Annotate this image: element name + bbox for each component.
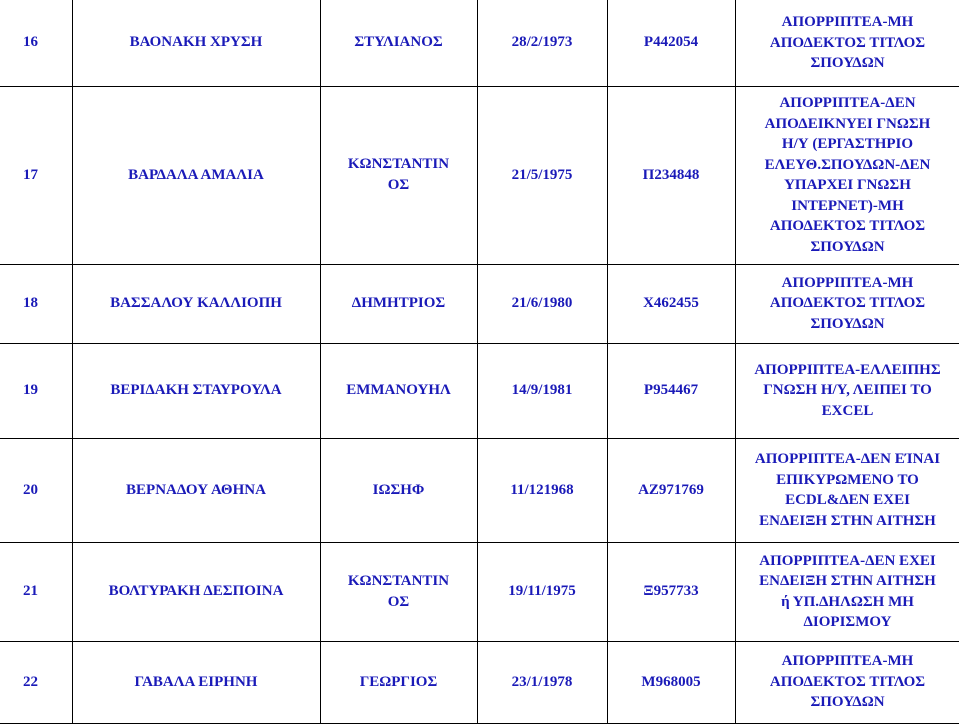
status-note: ΑΠΟΡΡΙΠΤΕΑ-ΜΗ ΑΠΟΔΕΚΤΟΣ ΤΙΤΛΟΣ ΣΠΟΥΔΩΝ bbox=[735, 0, 959, 86]
table-row bbox=[0, 86, 959, 264]
row-number: 19 bbox=[0, 343, 72, 438]
birth-date: 21/6/1980 bbox=[477, 264, 607, 343]
id-number: Π234848 bbox=[607, 86, 735, 264]
birth-date: 21/5/1975 bbox=[477, 86, 607, 264]
applicant-name: ΒΕΡΙΔΑΚΗ ΣΤΑΥΡΟΥΛΑ bbox=[72, 343, 320, 438]
table-row bbox=[0, 542, 959, 641]
id-number: ΑΖ971769 bbox=[607, 438, 735, 542]
table-row bbox=[0, 438, 959, 542]
status-note: ΑΠΟΡΡΙΠΤΕΑ-ΔΕΝ ΑΠΟΔΕΙΚΝΥΕΙ ΓΝΩΣΗ Η/Υ (ΕΡΓΑΣΤΗΡΙΟ ΕΛΕΥΘ.ΣΠΟΥΔΩΝ-ΔΕΝ ΥΠΑΡΧΕΙ ΓΝΩΣΗ INTEPNET)-ΜΗ ΑΠΟΔΕΚΤΟΣ ΤΙΤΛΟΣ ΣΠΟΥΔΩΝ bbox=[735, 86, 959, 264]
id-number: Ρ442054 bbox=[607, 0, 735, 86]
applicant-name: ΒΕΡΝΑΔΟΥ ΑΘΗΝΑ bbox=[72, 438, 320, 542]
status-note: ΑΠΟΡΡΙΠΤΕΑ-ΜΗ ΑΠΟΔΕΚΤΟΣ ΤΙΤΛΟΣ ΣΠΟΥΔΩΝ bbox=[735, 264, 959, 343]
status-note: ΑΠΟΡΡΙΠΤΕΑ-ΔΕΝ ΕΊΝΑΙ ΕΠΙΚΥΡΩΜΕΝΟ ΤΟ ECDL&ΔΕΝ ΕΧΕΙ ΕΝΔΕΙΞΗ ΣΤΗΝ ΑΙΤΗΣΗ bbox=[735, 438, 959, 542]
applicant-name: ΒΑΣΣΑΛΟΥ ΚΑΛΛΙΟΠΗ bbox=[72, 264, 320, 343]
row-number: 20 bbox=[0, 438, 72, 542]
applicant-name: ΒΟΛΤΥΡΑΚΗ ΔΕΣΠΟΙΝΑ bbox=[72, 542, 320, 641]
id-number: Χ462455 bbox=[607, 264, 735, 343]
row-number: 16 bbox=[0, 0, 72, 86]
row-number: 22 bbox=[0, 641, 72, 723]
status-note: ΑΠΟΡΡΙΠΤΕΑ-ΕΛΛΕΙΠΗΣ ΓΝΩΣΗ Η/Υ, ΛΕΙΠΕΙ ΤΟ EXCEL bbox=[735, 343, 959, 438]
birth-date: 19/11/1975 bbox=[477, 542, 607, 641]
father-name: ΔΗΜΗΤΡΙΟΣ bbox=[320, 264, 477, 343]
applicant-name: ΓΑΒΑΛΑ ΕΙΡΗΝΗ bbox=[72, 641, 320, 723]
father-name: ΙΩΣΗΦ bbox=[320, 438, 477, 542]
father-name: ΚΩΝΣΤΑΝΤΙΝ ΟΣ bbox=[320, 86, 477, 264]
applicant-name: ΒΑΟΝΑΚΗ ΧΡΥΣΗ bbox=[72, 0, 320, 86]
table-row bbox=[0, 0, 959, 86]
father-name: ΕΜΜΑΝΟΥΗΛ bbox=[320, 343, 477, 438]
table-row bbox=[0, 641, 959, 723]
birth-date: 11/121968 bbox=[477, 438, 607, 542]
father-name: ΚΩΝΣΤΑΝΤΙΝ ΟΣ bbox=[320, 542, 477, 641]
father-name: ΓΕΩΡΓΙΟΣ bbox=[320, 641, 477, 723]
status-note: ΑΠΟΡΡΙΠΤΕΑ-ΜΗ ΑΠΟΔΕΚΤΟΣ ΤΙΤΛΟΣ ΣΠΟΥΔΩΝ bbox=[735, 641, 959, 723]
id-number: Μ968005 bbox=[607, 641, 735, 723]
birth-date: 14/9/1981 bbox=[477, 343, 607, 438]
table-row bbox=[0, 264, 959, 343]
id-number: Ξ957733 bbox=[607, 542, 735, 641]
applicant-name: ΒΑΡΔΑΛΑ ΑΜΑΛΙΑ bbox=[72, 86, 320, 264]
table-row bbox=[0, 343, 959, 438]
row-number: 17 bbox=[0, 86, 72, 264]
row-number: 21 bbox=[0, 542, 72, 641]
father-name: ΣΤΥΛΙΑΝΟΣ bbox=[320, 0, 477, 86]
row-number: 18 bbox=[0, 264, 72, 343]
birth-date: 23/1/1978 bbox=[477, 641, 607, 723]
status-note: ΑΠΟΡΡΙΠΤΕΑ-ΔΕΝ ΕΧΕΙ ΕΝΔΕΙΞΗ ΣΤΗΝ ΑΙΤΗΣΗ ή ΥΠ.ΔΗΛΩΣΗ ΜΗ ΔΙΟΡΙΣΜΟΥ bbox=[735, 542, 959, 641]
id-number: Ρ954467 bbox=[607, 343, 735, 438]
birth-date: 28/2/1973 bbox=[477, 0, 607, 86]
